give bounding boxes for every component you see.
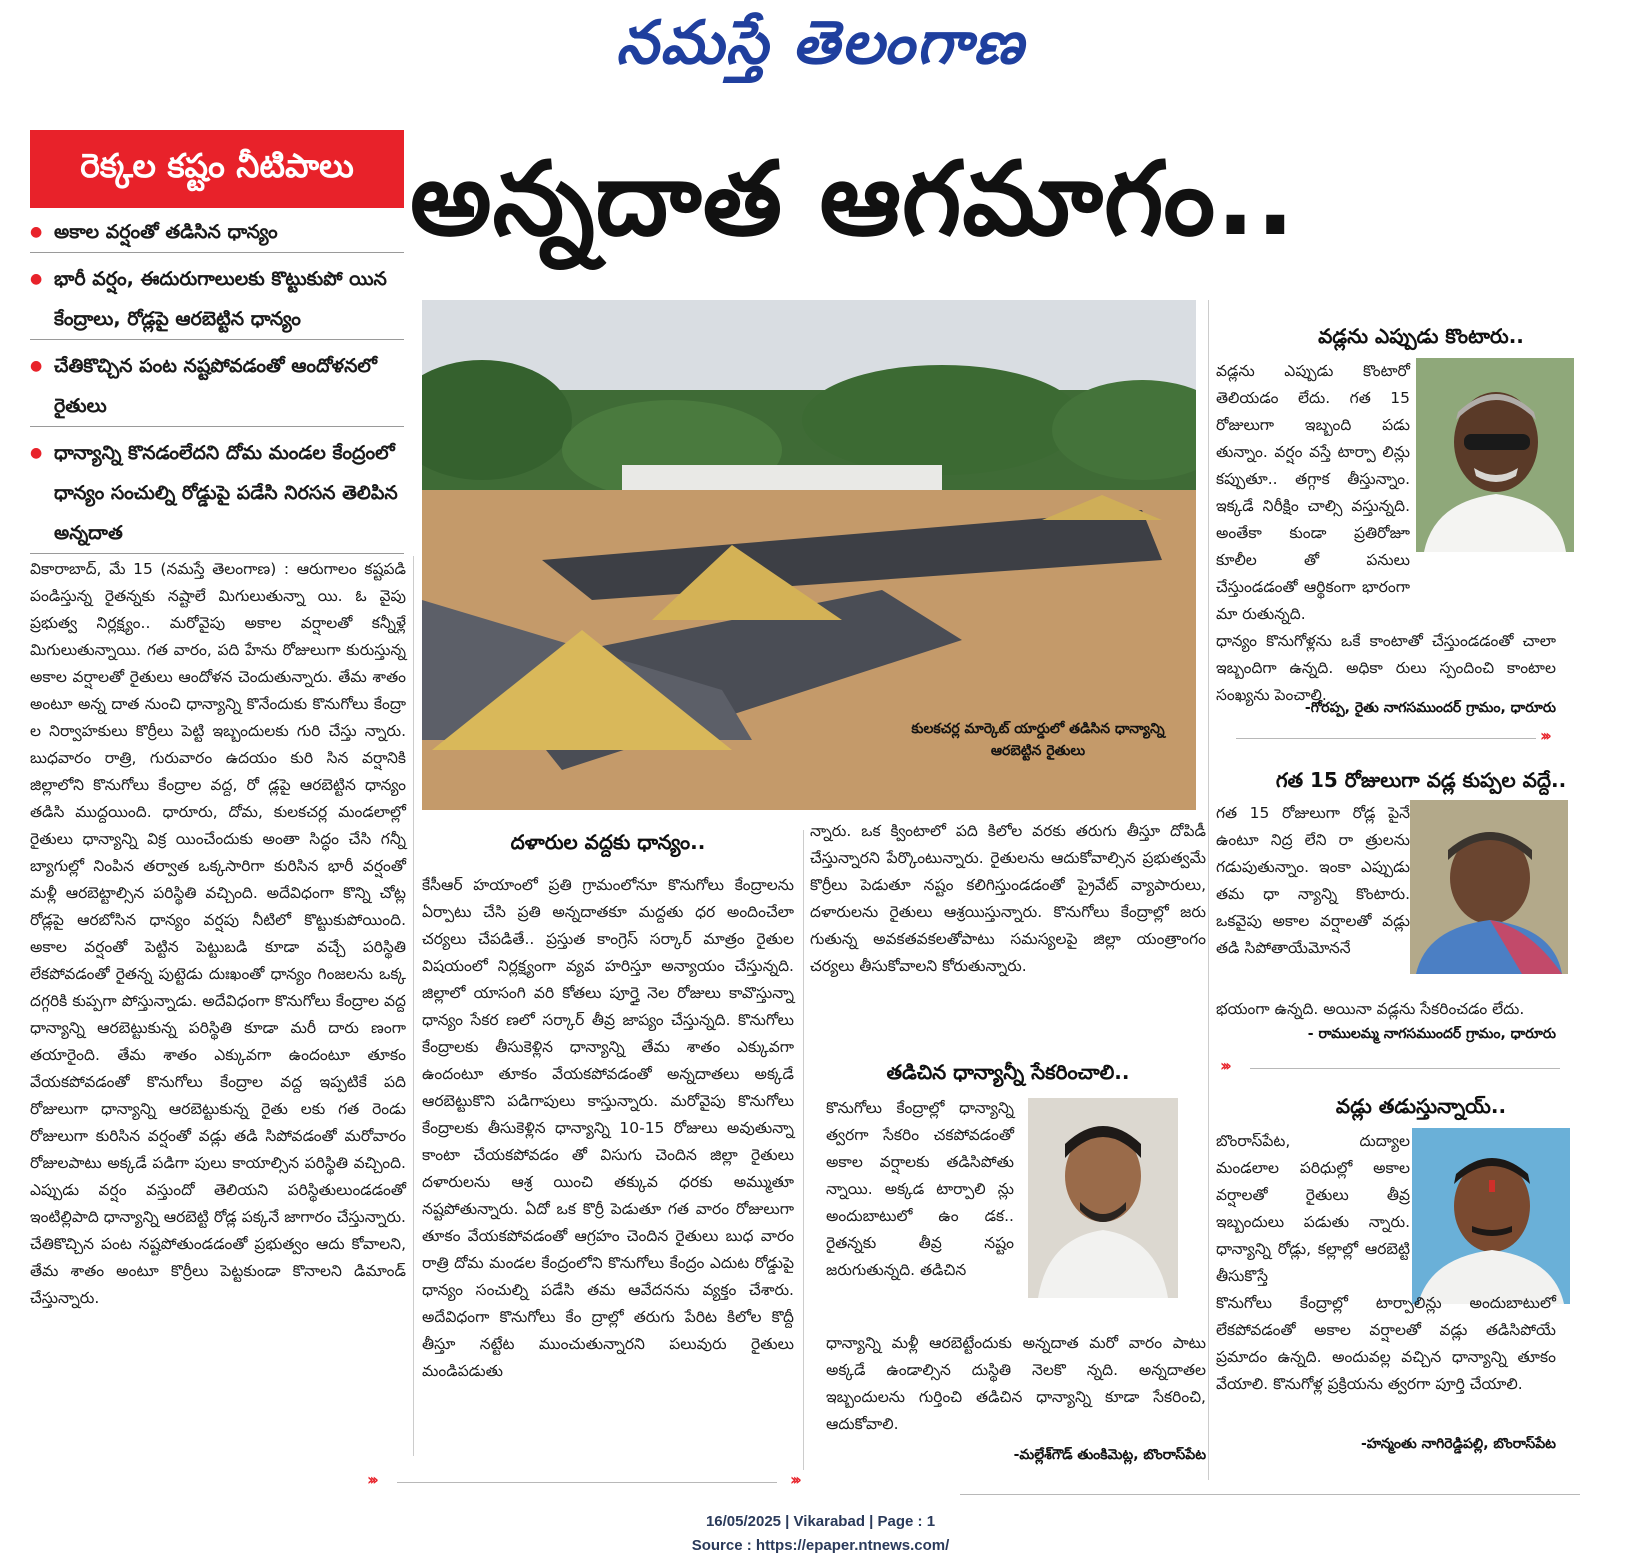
bullet-item: ● చేతికొచ్చిన పంట నష్టపోవడంతో ఆందోళనలో రైతులు [30, 346, 404, 427]
chevron-right-icon: ››› [367, 1470, 375, 1489]
quote-3-title: వడ్లు తడుస్తున్నాయ్.. [1335, 1094, 1507, 1118]
portrait-ramulamma [1410, 800, 1568, 974]
quote-wet-grain-text-wide: ధాన్యాన్ని మళ్లీ ఆరబెట్టేందుకు అన్నదాత మరో వారం పాటు అక్కడే ఉండాల్సిన దుస్థితి నెలకొ న్నది. అన్నదాతల ఇబ్బందులను గుర్తించి తడిచిన ధాన్యాన్ని కూడా సేకరించి, ఆదుకోవాలి. [826, 1334, 1206, 1433]
quote-2-text: గత 15 రోజులుగా రోడ్ల పైనే ఉంటూ నిద్ర లేని రా త్రులను గడుపుతున్నాం. ఇంకా ఎప్పుడు తమ ధా న్యాన్ని కొంటారు. ఒకవైపు అకాల వర్షాలతో వడ్లు తడి సిపోతాయేమోననే [1216, 804, 1410, 957]
section-brokers-continued: న్నారు. ఒక క్వింటాలో పది కిలోల వరకు తరుగు తీస్తూ దోపిడీ చేస్తున్నారని పేర్కొంటున్నారు. రైతులను ఆదుకోవాల్సిన ప్రభుత్వమే కొర్రీలు పెడుతూ నష్టం కలిగిస్తుండడంతో ప్రైవేట్ వ్యాపారులు, దళారులను రైతులు ఆశ్రయిస్తున్నారు. కొనుగోలు కేంద్రాల్లో జరు గుతున్న అవకతవకలతోపాటు సమస్యలపై జిల్లా యంత్రాంగం చర్యలు తీసుకోవాలని కోరుతున్నారు. [810, 822, 1206, 975]
quote-1-signature: -గోరప్ప, రైతు నాగసముందర్ గ్రామం, ధారూరు [1304, 700, 1556, 716]
kicker-label: రెక్కల కష్టం నీటిపాలు [30, 130, 404, 208]
headline: అన్నదాత ఆగమాగం.. [410, 140, 1296, 259]
quote-2-title: గత 15 రోజులుగా వడ్ల కుప్పల వద్దే.. [1275, 768, 1567, 792]
chevron-right-icon: ››› [1220, 1056, 1228, 1075]
quote-3-text-wide: కొనుగోలు కేంద్రాల్లో టార్పాలిన్లు అందుబాటులో లేకపోవడంతో అకాల వర్షాలతో వడ్లు తడిసిపోయే ప్రమాదం ఉన్నది. అందువల్ల వచ్చిన ధాన్యాన్ని తూకం వేయాలి. కొనుగోళ్ల ప్రక్రియను త్వరగా పూర్తి చేయాలి. [1216, 1294, 1556, 1393]
bullet-item: ● భారీ వర్షం, ఈదురుగాలులకు కొట్టుకుపో యిన కేంద్రాలు, రోడ్లపై ఆరబెట్టిన ధాన్యం [30, 259, 404, 340]
quote-1-title: వడ్లను ఎప్పుడు కొంటారు.. [1318, 324, 1524, 348]
column-separator [413, 556, 414, 1456]
masthead-logo: నమస్తే తెలంగాణ [615, 8, 1026, 78]
photo-caption: కులకచర్ల మార్కెట్ యార్డులో తడిసిన ధాన్యాన్ని ఆరబెట్టిన రైతులు [911, 721, 1165, 759]
divider-line [1250, 1068, 1560, 1069]
bullet-item: ● ధాన్యాన్ని కొనడంలేదని దోమ మండల కేంద్రంలో ధాన్యం సంచుల్ని రోడ్డుపై పడేసి నిరసన తెలిపిన అన్నదాత [30, 433, 404, 554]
quote-2-signature: - రాములమ్మ నాగసముందర్ గ్రామం, ధారూరు [1307, 1026, 1556, 1042]
quote-1-text: వడ్లను ఎప్పుడు కొంటారో తెలియడం లేదు. గత 15 రోజులుగా ఇబ్బంది పడు తున్నాం. వర్షం వస్తే టార్పా లిన్లు కప్పుతూ.. తగ్గాక తీస్తున్నాం. ఇక్కడే నిరీక్షిం చాల్సి వస్తున్నది. అంతేకా కుండా ప్రతిరోజూ కూలీల తో పనులు చేస్తుండడంతో ఆర్థికంగా భారంగా మా రుతున్నది. [1216, 362, 1410, 623]
column-separator [1208, 300, 1209, 1480]
portrait-hanmanthu [1412, 1128, 1570, 1304]
quote-3-signature: -హన్మంతు నాగిరెడ్డిపల్లి, బొంరాస్‌పేట [1360, 1436, 1556, 1452]
divider-line [1236, 738, 1536, 739]
quote-wet-grain-signature: -మల్లేశ్‌గౌడ్ తుంకిమెట్ల, బొంరాస్‌పేట [1013, 1447, 1206, 1463]
portrait-malleshgoud [1028, 1098, 1178, 1298]
section-brokers-text: కేసీఆర్ హయాంలో ప్రతి గ్రామంలోనూ కొనుగోలు కేంద్రాలను ఏర్పాటు చేసి ప్రతి అన్నదాతకూ మద్దతు ధర అందించేలా చర్యలు చేపడితే.. ప్రస్తుత కాంగ్రెస్ సర్కార్ మాత్రం రైతుల విషయంలో నిర్లక్ష్యంగా వ్యవ హరిస్తూ అన్యాయం చేస్తున్నది. జిల్లాలో యాసంగి వరి కోతలు పూర్తై నెల రోజులు కావొస్తున్నా ధాన్యం సేకర ణలో సర్కార్ తీవ్ర జాప్యం చేస్తున్నది. కొనుగోలు కేంద్రాలకు తీసుకెళ్లిన ధాన్యాన్ని తేమ శాతం ఎక్కువగా ఉందంటూ తూకం వేయకపోవడంతో అన్నదాతలు అక్కడే ఆరబెట్టుకొని పడిగాపులు కాస్తున్నారు. మరోవైపు కొనుగోలు కేంద్రాలకు తీసుకెళ్లిన ధాన్యాన్ని 10-15 రోజులు అవుతున్నా కాంటా చేయకపోవడం తో విసుగు చెందిన జిల్లా రైతులు దళారులను ఆశ్ర యించి తక్కువ ధరకు అమ్ముతూ నష్టపోతున్నారు. ఏదో ఒక కొర్రీ పెడుతూ గత వారం రోజులుగా తూకం వేయకపోవడంతో ఆగ్రహం చెందిన రైతులు బుధ వారం రాత్రి దోమ మండల కేంద్రంలోని కొనుగోలు కేంద్రం ఎదుట రోడ్డుపై ధాన్యం సంచుల్ని పడేసి తమ ఆవేదనను వ్యక్తం చేశారు. అదేవిధంగా కొనుగోలు కేం ద్రాల్లో తరుగు పేరిట కిలోల కొద్దీ తీస్తూ నట్టేట ముంచుతున్నారని పలువురు రైతులు మండిపడుతు [422, 876, 794, 1380]
quote-2-text-wide: భయంగా ఉన్నది. అయినా వడ్లను సేకరించడం లేదు. [1216, 1000, 1525, 1018]
section-brokers-title: దళారుల వద్దకు ధాన్యం.. [510, 830, 706, 854]
quote-wet-grain-title: తడిచిన ధాన్యాన్నీ సేకరించాలి.. [886, 1060, 1130, 1084]
page-footer [0, 1510, 1641, 1558]
bullet-item: ● అకాల వర్షంతో తడిసిన ధాన్యం [30, 212, 404, 253]
divider-line [960, 1494, 1580, 1495]
quote-1-text-wide: ధాన్యం కొనుగోళ్లను ఒకే కాంటాతో చేస్తుండడంతో చాలా ఇబ్బందిగా ఉన్నది. అధికా రులు స్పందించి కాంటాల సంఖ్యను పెంచాలి. [1216, 632, 1556, 704]
column-separator [803, 830, 804, 1470]
quote-3-text: బొంరాస్‌పేట, దుద్యాల మండలాల పరిధుల్లో అకాల వర్షాలతో రైతులు తీవ్ర ఇబ్బందులు పడుతు న్నారు. ధాన్యాన్ని రోడ్లు, కల్లాల్లో ఆరబెట్టి తీసుకొస్తే [1216, 1132, 1410, 1285]
footer-edition-line: 16/05/2025 | Vikarabad | Page : 1 [705, 1513, 936, 1530]
chevron-right-icon: ››› [790, 1470, 798, 1489]
quote-wet-grain-text: కొనుగోలు కేంద్రాల్లో ధాన్యాన్ని త్వరగా సేకరిం చకపోవడంతో అకాల వర్షాలకు తడిసిపోతు న్నాయి. అక్కడ టార్పాలి న్లు అందుబాటులో ఉం డక.. రైతన్నకు తీవ్ర నష్టం జరుగుతున్నది. తడిచిన [826, 1099, 1014, 1279]
chevron-right-icon: ››› [1540, 726, 1548, 745]
highlight-bullets [30, 212, 404, 560]
footer-source-line: Source : https://epaper.ntnews.com/ [691, 1537, 950, 1554]
portrait-gorappa [1416, 358, 1574, 552]
main-story-text: వికారాబాద్, మే 15 (నమస్తే తెలంగాణ) : ఆరుగాలం కష్టపడి పండిస్తున్న రైతన్నకు నష్టాలే మిగులుతున్నా యి. ఓ వైపు ప్రభుత్వ నిర్లక్ష్యం.. మరోవైపు అకాల వర్షాలతో కన్నీళ్లే మిగులుతున్నాయి. గత వారం, పది హేను రోజులుగా కురుస్తున్న అకాల వర్షాలతో రైతులు ఆందోళన చెందుతున్నారు. తేమ శాతం అంటూ అన్న దాత నుంచి ధాన్యాన్ని కొనేందుకు కొనుగోలు కేంద్రా ల నిర్వాహకులు కొర్రీలు పెట్టి ఇబ్బందులకు గురి చేస్తు న్నారు. బుధవారం రాత్రి, గురువారం ఉదయం కురి సిన వర్షానికి జిల్లాలోని కొనుగోలు కేంద్రాల వద్ద, రో డ్లపై ఆరబెట్టిన ధాన్యం తడిసి ముద్దయింది. ధారూరు, దోమ, కులకచర్ల మండలాల్లో రైతులు ధాన్యాన్ని విక్ర యించేందుకు అంతా సిద్ధం చేసి గన్నీ బ్యాగుల్లో నింపిన తర్వాత ఒక్కసారిగా కురిసిన భారీ వర్షంతో మళ్లీ ఆరబెట్టాల్సిన పరిస్థితి వచ్చింది. అదేవిధంగా కొన్ని చోట్ల రోడ్లపై ఆరబోసిన ధాన్యం వర్షపు నీటిలో కొట్టుకుపోయింది. అకాల వర్షంతో పెట్టిన పెట్టుబడి కూడా వచ్చే పరిస్థితి లేకపోవడంతో రైతన్న పుట్టెడు దుఃఖంతో ధాన్యం గింజలను ఒక్క దగ్గరికి కుప్పగా పోస్తున్నాడు. అదేవిధంగా కొనుగోలు కేంద్రాల వద్ద ధాన్యాన్ని ఆరబెట్టుకున్న పరిస్థితి కూడా మరీ దారు ణంగా తయారైంది. తేమ శాతం ఎక్కువగా ఉందంటూ తూకం వేయకపోవడంతో కొనుగోలు కేంద్రాల వద్ద ఇప్పటికే పది రోజులుగా ధాన్యాన్ని ఆరబెట్టుకున్న రైతు లకు గత రెండు రోజులుగా కురిసిన వర్షంతో వడ్లు తడి సిపోవడంతో మరోవారం రోజులపాటు అక్కడే పడిగా పులు కాయాల్సిన పరిస్థితి వచ్చింది. ఎప్పుడు వర్షం వస్తుందో తెలియని పరిస్థితులుండడంతో ఇంటిల్లిపాది ధాన్యాన్ని ఆరబెట్టి రోడ్ల పక్కనే జాగారం చేస్తున్నారు. చేతికొచ్చిన పంట నష్టపోతుండడంతో ప్రభుత్వం ఆదు కోవాలని, తేమ శాతం అంటూ కొర్రీలు పెట్టకుండా కొనాలని డిమాండ్ చేస్తున్నారు. [30, 560, 406, 1307]
divider-line [397, 1482, 777, 1483]
